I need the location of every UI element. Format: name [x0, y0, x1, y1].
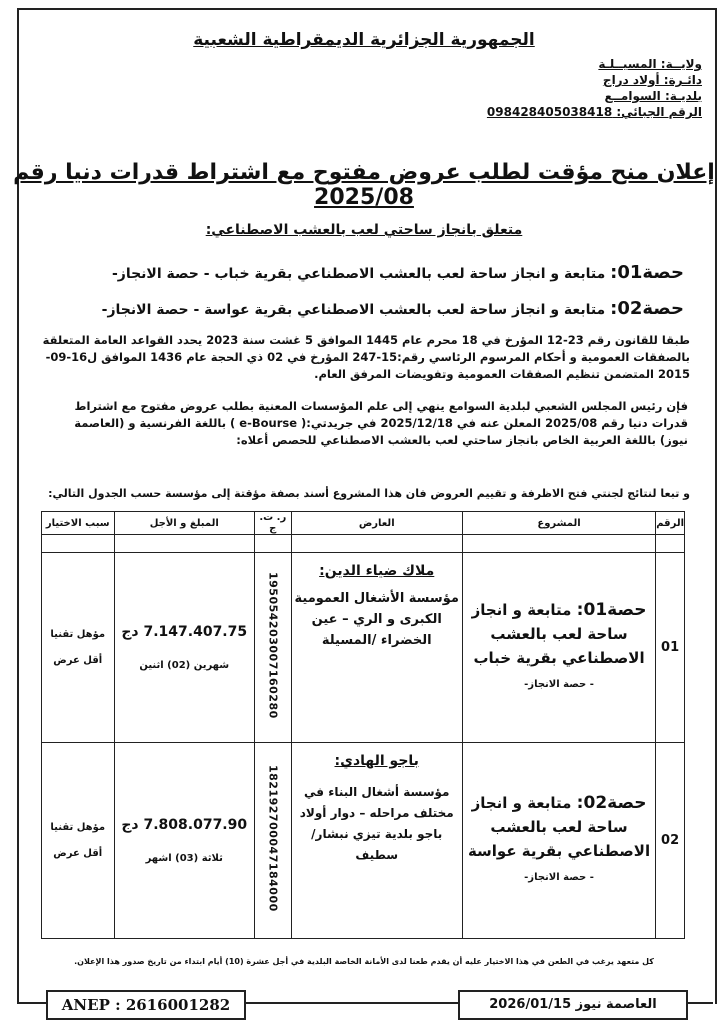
row-amount: 7.147.407.75 دج	[121, 624, 248, 640]
row-amount: 7.808.077.90 دج	[121, 817, 248, 833]
row-num: 01	[656, 553, 685, 743]
table-spacer-row	[42, 535, 685, 553]
lot-1-line	[112, 262, 684, 283]
header-project: المشروع	[462, 512, 655, 535]
table-header-row	[42, 512, 685, 535]
row-nif: 182192700047184000	[266, 765, 280, 912]
row-bidder-name: باجو الهادي:	[334, 753, 419, 769]
row-delay: شهرين (02) اثنين	[139, 660, 230, 671]
row-project-text: متابعة و انجاز ساحة لعب بالعشب الاصطناعي بقرية خباب	[471, 601, 645, 667]
award-table	[41, 511, 685, 939]
admin-block	[487, 56, 702, 120]
lot-2-text: متابعة و انجاز ساحة لعب بالعشب الاصطناعي بقرية عواسة - حصة الانجاز-	[101, 302, 606, 318]
legal-paragraph: طبقا للقانون رقم 23-12 المؤرخ في 18 محرم عام 1445 الموافق 5 غشت سنة 2023 يحدد القواعد العامة المتعلقة بالصفقات العمومية و أحكام المرسوم الرئاسي رقم:15-247 المؤرخ في 02 ذي الحجة عام 1436 الموافق ل16-09-2015 المتضمن تنظيم الصفقات العمومية وتفويضات المرفق العام.	[42, 333, 690, 381]
table-row	[42, 553, 685, 743]
header-amount-delay: المبلغ و الأجل	[114, 512, 254, 535]
row-amount-delay	[114, 743, 254, 939]
row-nif-cell	[254, 743, 291, 939]
row-bidder	[291, 743, 462, 939]
row-bidder	[291, 553, 462, 743]
row-project-note: - حصة الانجاز-	[524, 679, 594, 690]
commune-line: بلديـة: السوامــع	[604, 89, 702, 103]
header-reason: سبب الاختيار	[42, 512, 115, 535]
wilaya-line: ولايــة: المسيــلـة	[598, 57, 702, 71]
lot-2-label: حصة02:	[610, 298, 684, 319]
notice-title: إعلان منح مؤقت لطلب عروض مفتوح مع اشتراط قدرات دنيا رقم 2025/08	[13, 160, 715, 210]
row-project-text: متابعة و انجاز ساحة لعب بالعشب الاصطناعي بقرية عواسة	[467, 794, 651, 860]
fiscal-id-line: الرقم الجبائي: 098428405038418	[486, 105, 702, 119]
row-nif: 195054203007160280	[266, 572, 280, 719]
table-row	[42, 743, 685, 939]
republic-heading: الجمهورية الجزائرية الديمقراطية الشعبية	[193, 30, 535, 50]
notice-paragraph: فإن رئيس المجلس الشعبي لبلدية السوامع ينهي إلى علم المؤسسات المعنية بطلب عروض مفتوح مع اشتراط قدرات دنيا رقم 2025/08 المعلن عنه في 2025/12/18 في جريدتي:( e-Bourse ) باللغة الفرنسية و (العاصمة نيوز) باللغة العربية الخاص بانجاز ساحتي لعب بالعشب الاصطناعي للحصص أعلاه:	[74, 399, 688, 447]
publication-box: العاصمة نيوز 2026/01/15	[458, 990, 688, 1020]
appeal-note: كل متعهد يرغب في الطعن في هذا الاختيار عليه أن يقدم طعنا لدى الأمانة الخاصة البلدية في أجل عشرة (10) أيام ابتداء من تاريخ صدور هذا الإعلان.	[74, 957, 654, 966]
notice-subject: متعلق بانجاز ساحتي لعب بالعشب الاصطناعي:	[205, 222, 523, 238]
anep-number: ANEP : 2616001282	[46, 990, 246, 1020]
row-reason: مؤهل تقنيا أقل عرض	[42, 553, 115, 743]
row-num: 02	[656, 743, 685, 939]
row-project-note: - حصة الانجاز-	[524, 872, 594, 883]
header-num: الرقم	[656, 512, 685, 535]
row-nif-cell	[254, 553, 291, 743]
row-reason: مؤهل تقنيا أقل عرض	[42, 743, 115, 939]
row-bidder-desc: مؤسسة أشغال البناء في مختلف مراحله – دوار أولاد باجو بلدية تيزي نبشار/ سطيف	[299, 785, 454, 862]
row-bidder-name: ملاك ضياء الدين:	[319, 563, 435, 579]
row-delay: ثلاثة (03) اشهر	[145, 853, 223, 864]
lot-2-line	[102, 298, 684, 319]
lot-1-text: متابعة و انجاز ساحة لعب بالعشب الاصطناعي بقرية خباب - حصة الانجاز-	[111, 266, 606, 282]
row-project-label: حصة01:	[576, 600, 647, 620]
row-project	[462, 553, 655, 743]
row-bidder-desc: مؤسسة الأشغال العمومية الكبرى و الري – عين الخضراء /المسيلة	[294, 591, 459, 648]
lot-1-label: حصة01:	[610, 262, 684, 283]
row-project	[462, 743, 655, 939]
daira-line: دائـرة: أولاد دراج	[602, 73, 702, 87]
header-bidder: العارض	[291, 512, 462, 535]
row-amount-delay	[114, 553, 254, 743]
header-nif: ر. ت. ج	[254, 512, 291, 535]
intro-paragraph: و تبعا لنتائج لجنتي فتح الاظرفة و تقييم العروض فان هذا المشروع أسند بصفة مؤقتة إلى مؤسسة حسب الجدول التالي:	[48, 487, 690, 500]
row-project-label: حصة02:	[576, 793, 647, 813]
